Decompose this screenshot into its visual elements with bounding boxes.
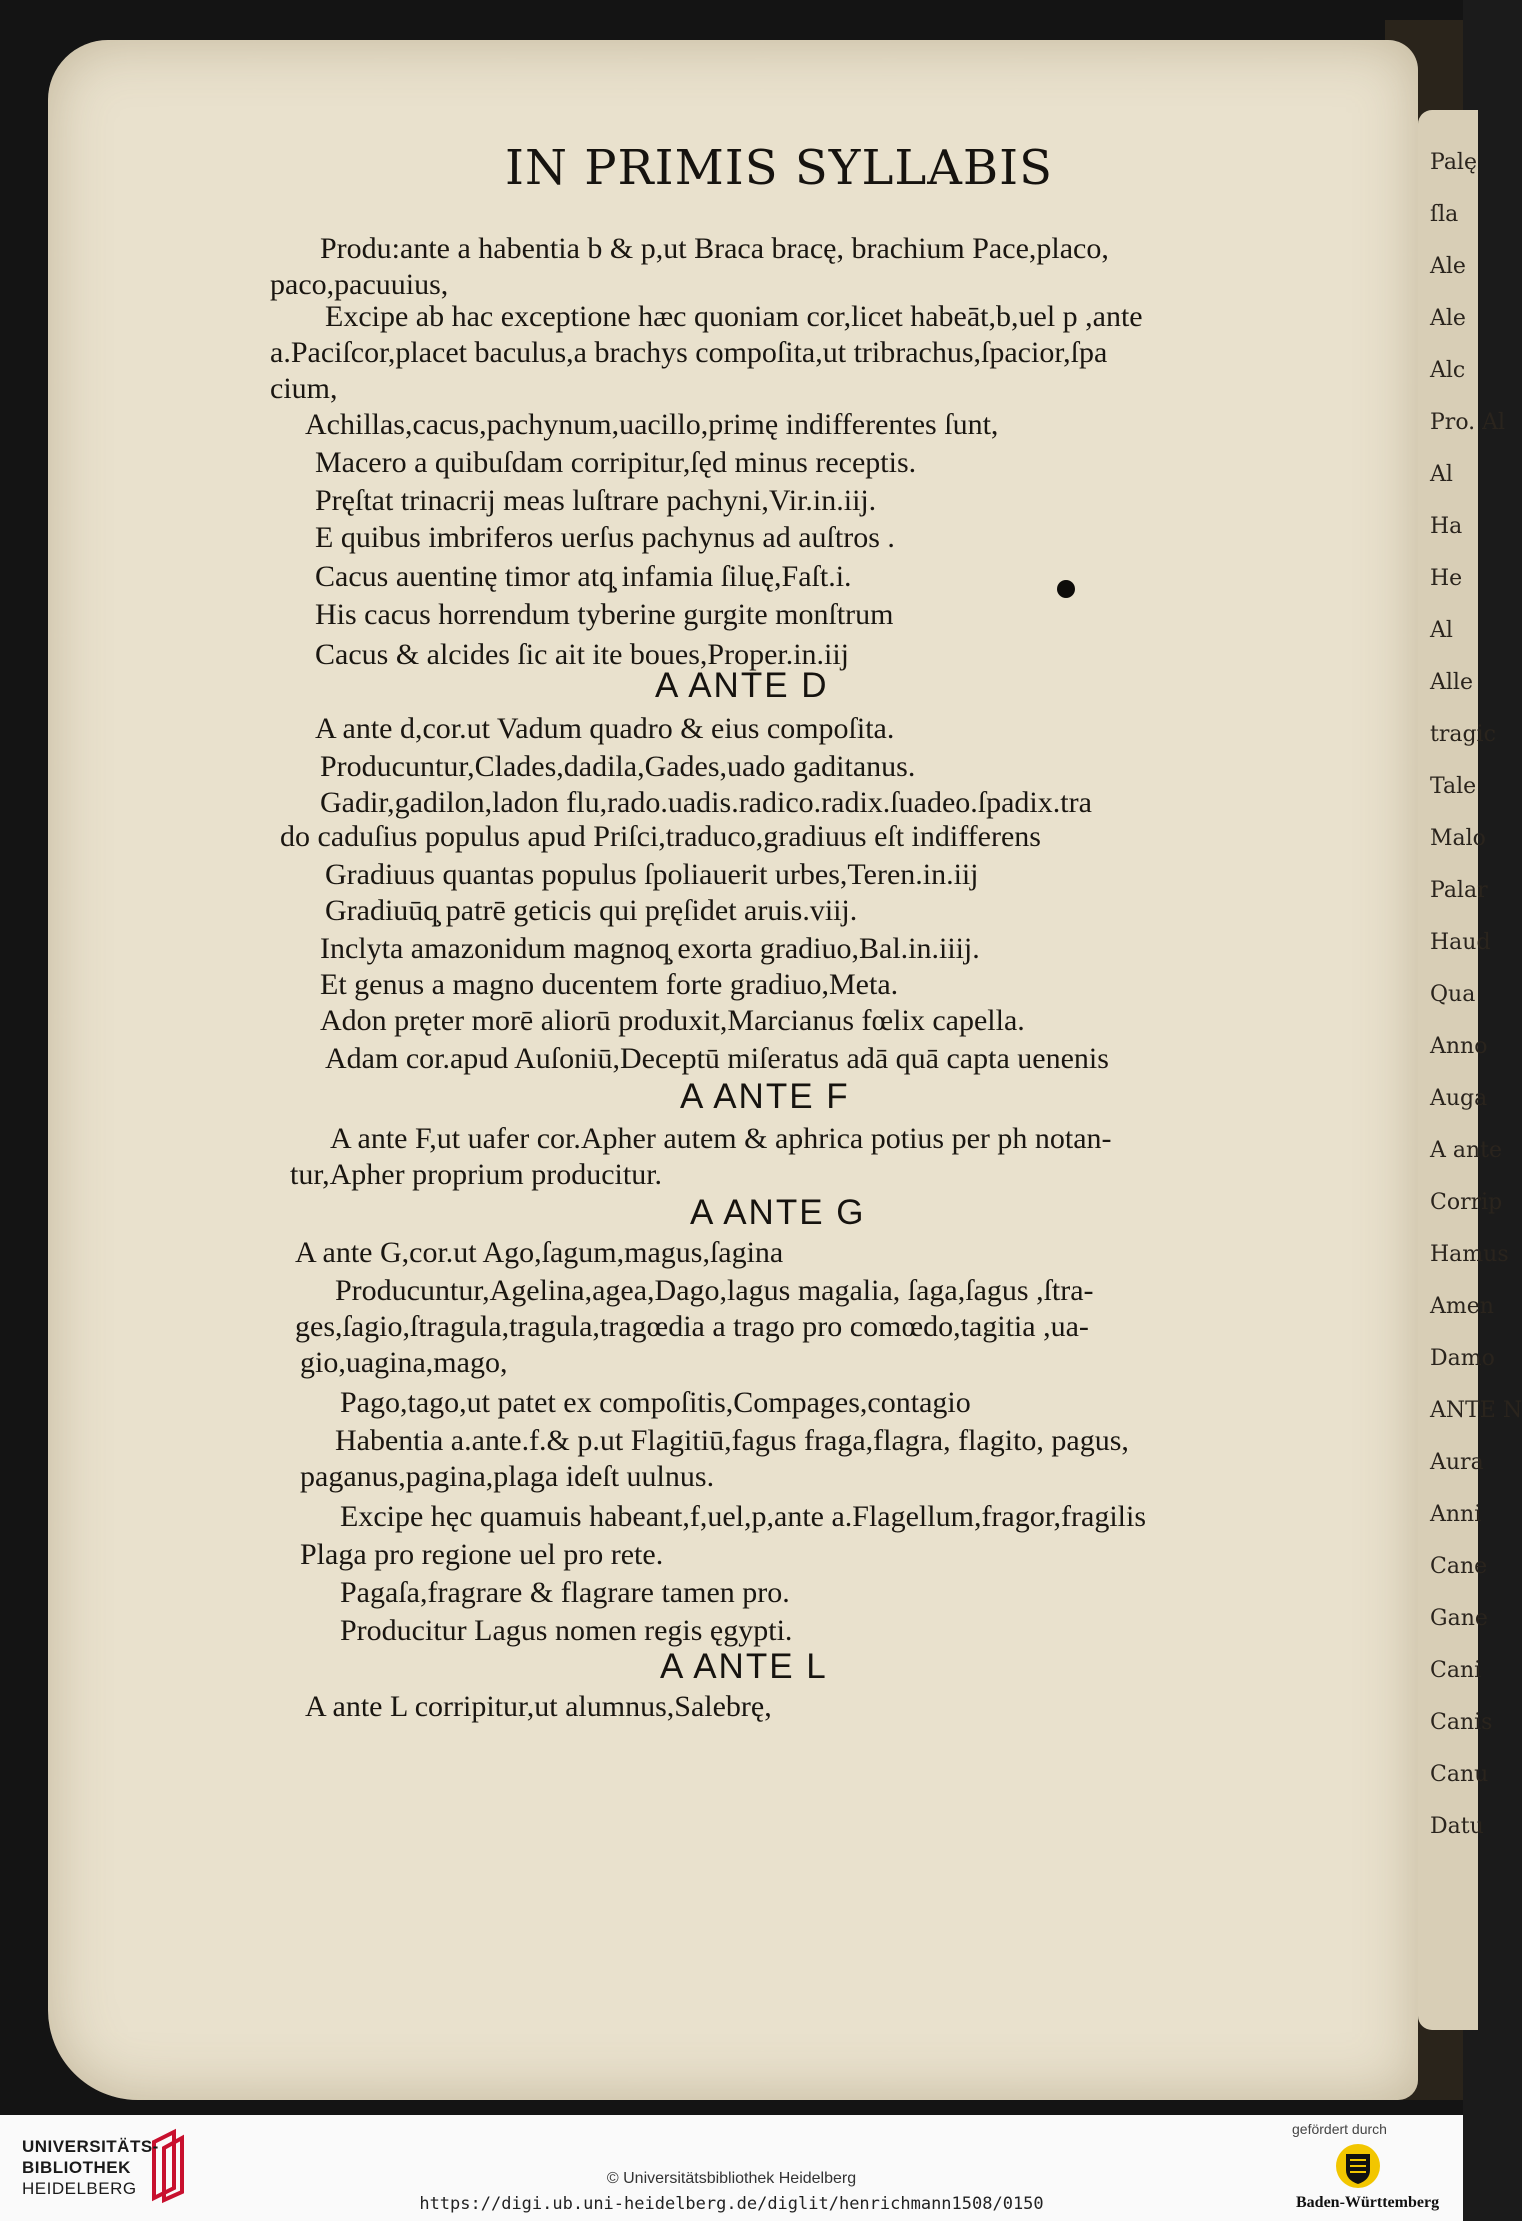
permalink[interactable]: https://digi.ub.uni-heidelberg.de/diglit/henrichmann1508/0150 bbox=[419, 2194, 1044, 2214]
next-page-fragment: Gane bbox=[1430, 1606, 1488, 1631]
next-page-fragment: Cane bbox=[1430, 1554, 1488, 1579]
next-page-fragment: Auga bbox=[1430, 1086, 1488, 1111]
next-page-edge bbox=[1418, 110, 1522, 2030]
next-page-fragment: tragic bbox=[1430, 722, 1496, 747]
next-page-fragment: Aura bbox=[1430, 1450, 1484, 1475]
text-line: Gradiuus quantas populus ſpoliauerit urbes,Teren.in.iĳ bbox=[325, 858, 979, 891]
next-page-fragment: Qua bbox=[1430, 982, 1476, 1007]
next-page-fragment: Ale bbox=[1430, 306, 1466, 331]
library-name-line3: HEIDELBERG bbox=[22, 2179, 137, 2198]
text-line: Et genus a magno ducentem forte gradiuo,Meta. bbox=[320, 968, 899, 1001]
next-page-fragment: ſla bbox=[1430, 202, 1459, 227]
text-line: Habentia a.ante.f.& p.ut Flagitiū,fagus fraga,flagra, flagito, pagus, bbox=[335, 1424, 1129, 1457]
next-page-fragment: Datu bbox=[1430, 1814, 1484, 1839]
next-page-fragment: Haud bbox=[1430, 930, 1491, 955]
next-page-fragment: Corrip bbox=[1430, 1190, 1503, 1215]
next-page-fragment: Hamus bbox=[1430, 1242, 1509, 1267]
funder-name: Baden-Württemberg bbox=[1296, 2194, 1440, 2211]
next-page-fragment: He bbox=[1430, 566, 1463, 591]
next-page-fragment: Amen bbox=[1430, 1294, 1494, 1319]
text-line: A ante L corripitur,ut alumnus,Salebrę, bbox=[305, 1690, 772, 1723]
library-name-line1: UNIVERSITÄTS- bbox=[22, 2137, 159, 2156]
text-line: paganus,pagina,plaga ideſt uulnus. bbox=[300, 1460, 715, 1493]
section-heading: A ANTE L bbox=[660, 1647, 828, 1686]
text-line: do caduſius populus apud Priſci,traduco,gradiuus eſt indifferens bbox=[280, 820, 1041, 853]
text-line: E quibus imbriferos uerſus pachynus ad auſtros . bbox=[315, 521, 895, 554]
text-line: Pręſtat trinacrĳ meas luſtrare pachyni,Vir.in.iĳ. bbox=[315, 484, 877, 517]
text-line: Excipe hęc quamuis habeant,f,uel,p,ante a.Flagellum,fragor,fragilis bbox=[340, 1500, 1147, 1533]
next-page-fragment: Ha bbox=[1430, 514, 1463, 539]
text-line: Producitur Lagus nomen regis ęgypti. bbox=[340, 1614, 793, 1647]
text-line: Cacus auentinę timor atq̧ infamia ſiluę,Faſt.i. bbox=[315, 560, 852, 593]
text-line: Pago,tago,ut patet ex compoſitis,Compages,contagio bbox=[340, 1386, 971, 1419]
text-line: His cacus horrendum tyberine gurgite monſtrum bbox=[315, 598, 894, 631]
text-line: A ante G,cor.ut Ago,ſagum,magus,ſagina bbox=[295, 1236, 784, 1269]
text-line: Excipe ab hac exceptione hæc quoniam cor,licet habeāt,b,uel p ,ante bbox=[325, 300, 1143, 333]
next-page-fragment: Damo bbox=[1430, 1346, 1495, 1371]
next-page-fragment: Anno bbox=[1430, 1034, 1488, 1059]
ink-blot bbox=[1057, 580, 1075, 598]
text-line: paco,pacuuius, bbox=[270, 268, 449, 301]
text-line: Cacus & alcides ſic ait ite boues,Proper.in.iĳ bbox=[315, 638, 849, 671]
text-line: Inclyta amazonidum magnoq̧ exorta gradiuo,Bal.in.iiĳ. bbox=[320, 932, 980, 965]
text-line: Macero a quibuſdam corripitur,ſęd minus receptis. bbox=[315, 446, 917, 479]
library-logo-text bbox=[22, 2136, 159, 2199]
text-line: Producuntur,Agelina,agea,Dago,lagus magalia, ſaga,ſagus ,ſtra- bbox=[335, 1274, 1094, 1307]
library-name-line2: BIBLIOTHEK bbox=[22, 2158, 131, 2177]
state-emblem-icon bbox=[1334, 2142, 1382, 2190]
text-line: A ante F,ut uafer cor.Apher autem & aphrica potius per ph notan- bbox=[330, 1122, 1112, 1155]
text-line: a.Paciſcor,placet baculus,a brachys compoſita,ut tribrachus,ſpacior,ſpa bbox=[270, 336, 1108, 369]
next-page-fragment: Tale bbox=[1430, 774, 1477, 799]
text-line: Produ:ante a habentia b & p,ut Braca bracę, brachium Pace,placo, bbox=[320, 232, 1109, 265]
next-page-fragment: Canu bbox=[1430, 1762, 1489, 1787]
next-page-fragment: Anni bbox=[1430, 1502, 1482, 1527]
text-line: Gradiuūq̧ patrē geticis qui pręſidet aruis.viĳ. bbox=[325, 894, 858, 927]
next-page-fragment: Cani bbox=[1430, 1658, 1482, 1683]
text-line: Gadir,gadilon,ladon flu,rado.uadis.radico.radix.ſuadeo.ſpadix.tra bbox=[320, 786, 1092, 819]
next-page-fragment: Al bbox=[1430, 462, 1453, 487]
text-line: Adam cor.apud Auſoniū,Deceptū miſeratus adā quā capta uenenis bbox=[325, 1042, 1109, 1075]
funding-label: gefördert durch bbox=[1292, 2121, 1387, 2137]
text-line: A ante d,cor.ut Vadum quadro & eius compoſita. bbox=[315, 712, 895, 745]
next-page-fragment: Alc bbox=[1430, 358, 1466, 383]
next-page-fragment: Ale bbox=[1430, 254, 1466, 279]
next-page-fragment: Pro. Al bbox=[1430, 410, 1506, 435]
page-heading: IN PRIMIS SYLLABIS bbox=[505, 140, 1053, 196]
text-line: ges,ſagio,ſtragula,tragula,tragœdia a trago pro comœdo,tagitia ,ua- bbox=[295, 1310, 1089, 1343]
copyright-notice: © Universitätsbibliothek Heidelberg bbox=[606, 2170, 857, 2187]
next-page-fragment: Canis bbox=[1430, 1710, 1493, 1735]
text-line: Achillas,cacus,pachynum,uacillo,primę indifferentes ſunt, bbox=[305, 408, 999, 441]
next-page-fragment: Malo bbox=[1430, 826, 1486, 851]
text-line: Pagaſa,fragrare & flagrare tamen pro. bbox=[340, 1576, 790, 1609]
next-page-fragment: A ante bbox=[1430, 1138, 1503, 1163]
text-line: cium, bbox=[270, 372, 338, 405]
text-line: Adon pręter morē aliorū produxit,Marcianus fœlix capella. bbox=[320, 1004, 1025, 1037]
next-page-fragment: Palar bbox=[1430, 878, 1488, 903]
section-heading: A ANTE F bbox=[680, 1077, 850, 1116]
section-heading: A ANTE D bbox=[655, 666, 829, 705]
text-line: gio,uagina,mago, bbox=[300, 1346, 508, 1379]
next-page-fragment: ANTE N bbox=[1430, 1398, 1522, 1423]
next-page-fragment: Al bbox=[1430, 618, 1453, 643]
text-line: tur,Apher proprium producitur. bbox=[290, 1158, 663, 1191]
next-page-fragment: Palę bbox=[1430, 150, 1477, 175]
text-line: Plaga pro regione uel pro rete. bbox=[300, 1538, 664, 1571]
next-page-fragment: Alle bbox=[1430, 670, 1473, 695]
section-heading: A ANTE G bbox=[690, 1193, 866, 1232]
text-line: Producuntur,Clades,dadila,Gades,uado gaditanus. bbox=[320, 750, 916, 783]
